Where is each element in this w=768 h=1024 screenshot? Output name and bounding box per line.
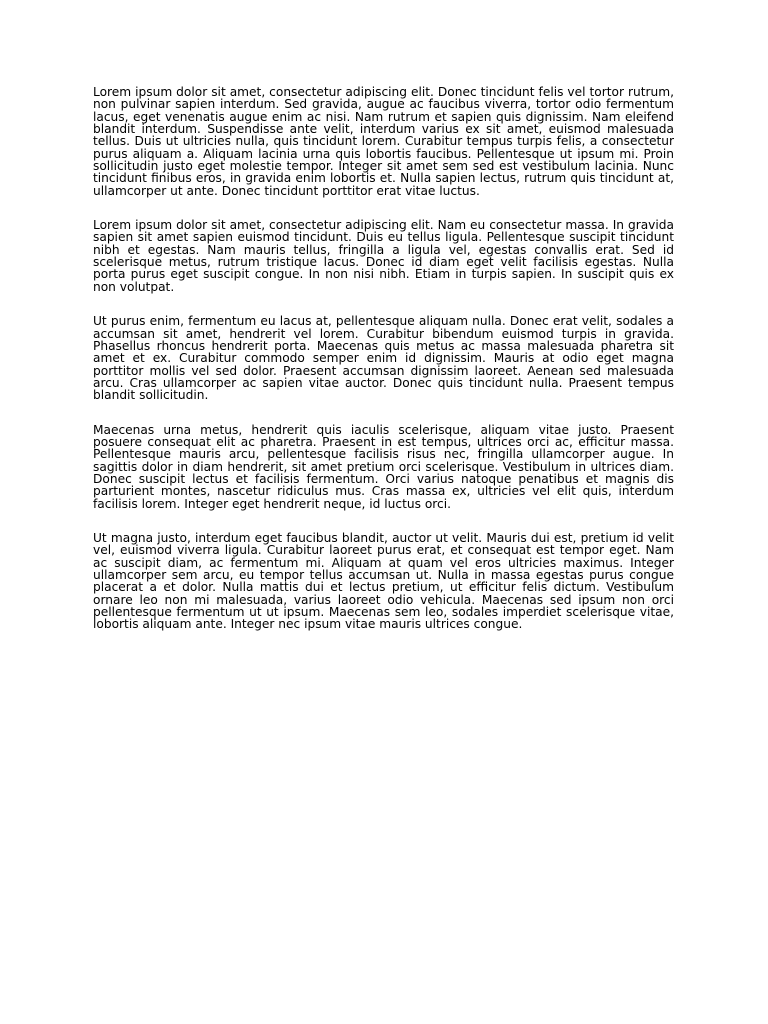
paragraph-5: Ut magna justo, interdum eget faucibus blandit, auctor ut velit. Mauris dui est, pretium id velit vel, euismod viverra ligula. Curabitur laoreet purus erat, et consequat est tempor eget. Nam ac suscipit diam, ac fermentum mi. Aliquam at quam vel eros ultricies maximus. Integer ullamcorper sem arcu, eu tempor tellus accumsan ut. Nulla in massa egestas purus congue placerat a et dolor. Nulla mattis dui et lectus pretium, ut efficitur felis dictum. Vestibulum ornare leo non mi malesuada, varius laoreet odio vehicula. Maecenas sed ipsum non orci pellentesque fermentum ut ut ipsum. Maecenas sem leo, sodales imperdiet scelerisque vitae, lobortis aliquam ante. Integer nec ipsum vitae mauris ultrices congue. bbox=[93, 530, 674, 632]
paragraph-1: Lorem ipsum dolor sit amet, consectetur adipiscing elit. Donec tincidunt felis vel tortor rutrum, non pulvinar sapien interdum. Sed gravida, augue ac faucibus viverra, tortor odio fermentum lacus, eget venenatis augue enim ac nisi. Nam rutrum et sapien quis dignissim. Nam eleifend blandit interdum. Suspendisse ante velit, interdum varius ex sit amet, euismod malesuada tellus. Duis ut ultricies nulla, quis tincidunt lorem. Curabitur tempus turpis felis, a consectetur purus aliquam a. Aliquam lacinia urna quis lobortis faucibus. Pellentesque ut ipsum mi. Proin sollicitudin justo eget molestie tempor. Integer sit amet sem sed est vestibulum lacinia. Nunc tincidunt finibus eros, in gravida enim lobortis et. Nulla sapien lectus, rutrum quis tincidunt at, ullamcorper ut ante. Donec tincidunt porttitor erat vitae luctus. bbox=[93, 85, 674, 198]
paragraph-3: Ut purus enim, fermentum eu lacus at, pellentesque aliquam nulla. Donec erat velit, sodales a accumsan sit amet, hendrerit vel lorem. Curabitur bibendum euismod turpis in gravida. Phasellus rhoncus hendrerit porta. Maecenas quis metus ac massa malesuada pharetra sit amet et ex. Curabitur commodo semper enim id dignissim. Mauris at odio eget magna porttitor mollis vel sed dolor. Praesent accumsan dignissim laoreet. Aenean sed malesuada arcu. Cras ullamcorper ac sapien vitae auctor. Donec quis tincidunt nulla. Praesent tempus blandit sollicitudin. bbox=[93, 314, 674, 403]
paragraph-4: Maecenas urna metus, hendrerit quis iaculis scelerisque, aliquam vitae justo. Praesent posuere consequat elit ac pharetra. Praesent in est tempus, ultrices orci ac, efficitur massa. Pellentesque mauris arcu, pellentesque facilisis risus nec, fringilla ullamcorper augue. In sagittis dolor in diam hendrerit, sit amet pretium orci scelerisque. Vestibulum in ultrices diam. Donec suscipit lectus et facilisis fermentum. Orci varius natoque penatibus et magnis dis parturient montes, nascetur ridiculus mus. Cras massa ex, ultricies vel elit quis, interdum facilisis lorem. Integer eget hendrerit neque, id luctus orci. bbox=[93, 422, 674, 511]
paragraph-2: Lorem ipsum dolor sit amet, consectetur adipiscing elit. Nam eu consectetur massa. In gravida sapien sit amet sapien euismod tincidunt. Duis eu tellus ligula. Pellentesque suscipit tincidunt nibh et egestas. Nam mauris tellus, fringilla a ligula vel, egestas convallis erat. Sed id scelerisque metus, rutrum tristique lacus. Donec id diam eget velit facilisis egestas. Nulla porta purus eget suscipit congue. In non nisi nibh. Etiam in turpis sapien. In suscipit quis ex non volutpat. bbox=[93, 218, 674, 294]
document-body bbox=[93, 86, 674, 631]
